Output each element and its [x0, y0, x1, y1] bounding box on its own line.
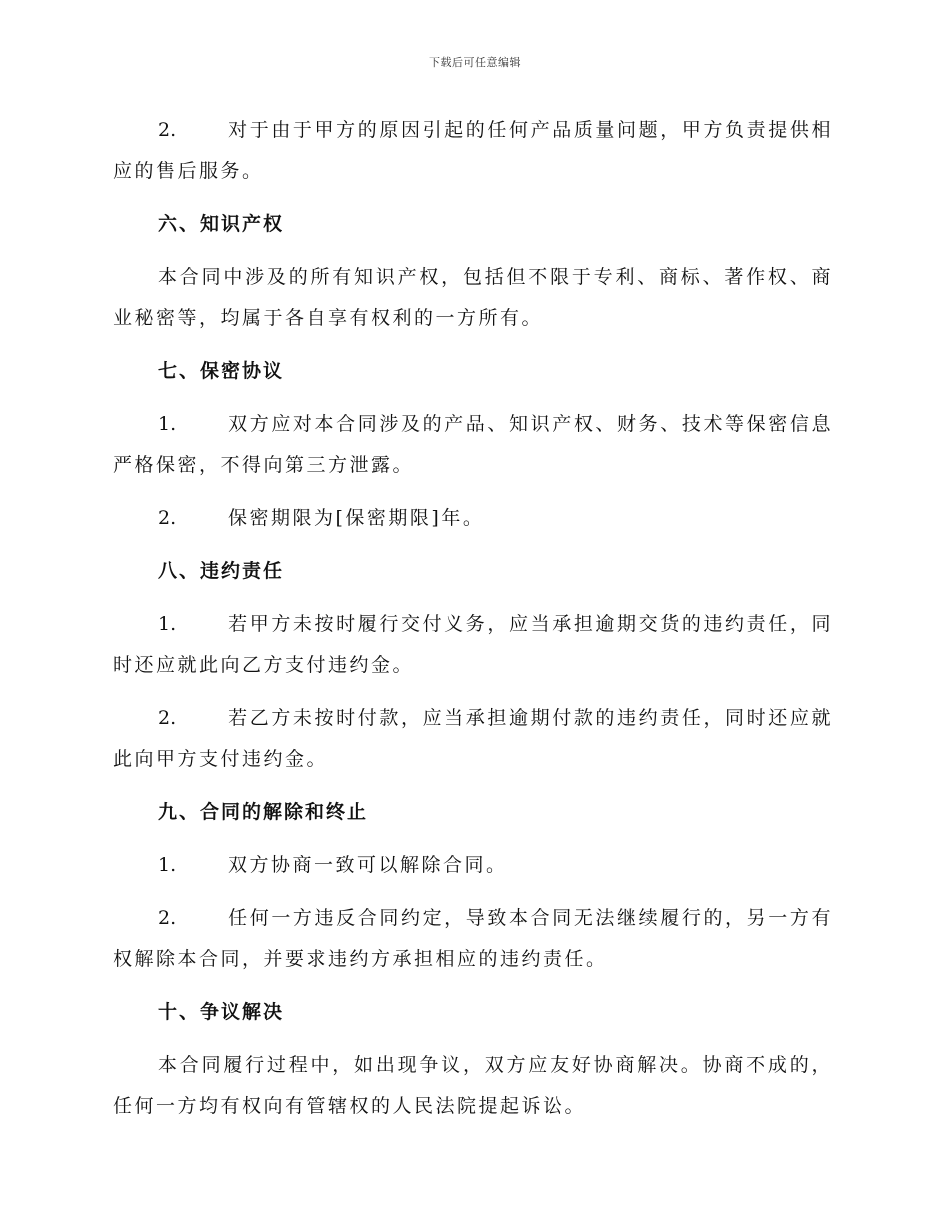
item-number: 1. [158, 854, 177, 876]
body-paragraph: 本合同中涉及的所有知识产权，包括但不限于专利、商标、著作权、商业秘密等，均属于各自享有权利的一方所有。 [113, 266, 833, 329]
item-number: 2. [158, 119, 177, 141]
clause-item [113, 698, 833, 780]
clause-item [113, 845, 833, 886]
section-heading: 九、合同的解除和终止 [158, 801, 369, 823]
item-text: 任何一方违反合同约定，导致本合同无法继续履行的，另一方有权解除本合同，并要求违约方承担相应的违约责任。 [113, 907, 833, 970]
section-heading: 八、违约责任 [158, 560, 285, 582]
section-heading: 十、争议解决 [158, 1001, 285, 1023]
clause-item [113, 110, 833, 192]
clause-item [113, 604, 833, 686]
clause-item [113, 898, 833, 980]
clause-item [113, 498, 833, 539]
item-number: 2. [158, 907, 177, 929]
clause-item [113, 404, 833, 486]
section-heading: 六、知识产权 [158, 213, 285, 235]
item-text: 若甲方未按时履行交付义务，应当承担逾期交货的违约责任，同时还应就此向乙方支付违约金。 [113, 613, 833, 676]
item-text: 双方协商一致可以解除合同。 [228, 854, 508, 876]
item-text: 对于由于甲方的原因引起的任何产品质量问题，甲方负责提供相应的售后服务。 [113, 119, 833, 182]
item-text: 若乙方未按时付款，应当承担逾期付款的违约责任，同时还应就此向甲方支付违约金。 [113, 707, 833, 770]
document-body [113, 110, 833, 1139]
section-heading: 七、保密协议 [158, 360, 285, 382]
item-number: 1. [158, 613, 177, 635]
item-number: 1. [158, 413, 177, 435]
item-number: 2. [158, 507, 177, 529]
item-number: 2. [158, 707, 177, 729]
item-text: 双方应对本合同涉及的产品、知识产权、财务、技术等保密信息严格保密，不得向第三方泄露。 [113, 413, 833, 476]
body-paragraph: 本合同履行过程中，如出现争议，双方应友好协商解决。协商不成的，任何一方均有权向有管辖权的人民法院提起诉讼。 [113, 1054, 833, 1117]
item-text: 保密期限为[保密期限]年。 [228, 507, 485, 529]
page-header: 下载后可任意编辑 [429, 56, 521, 69]
